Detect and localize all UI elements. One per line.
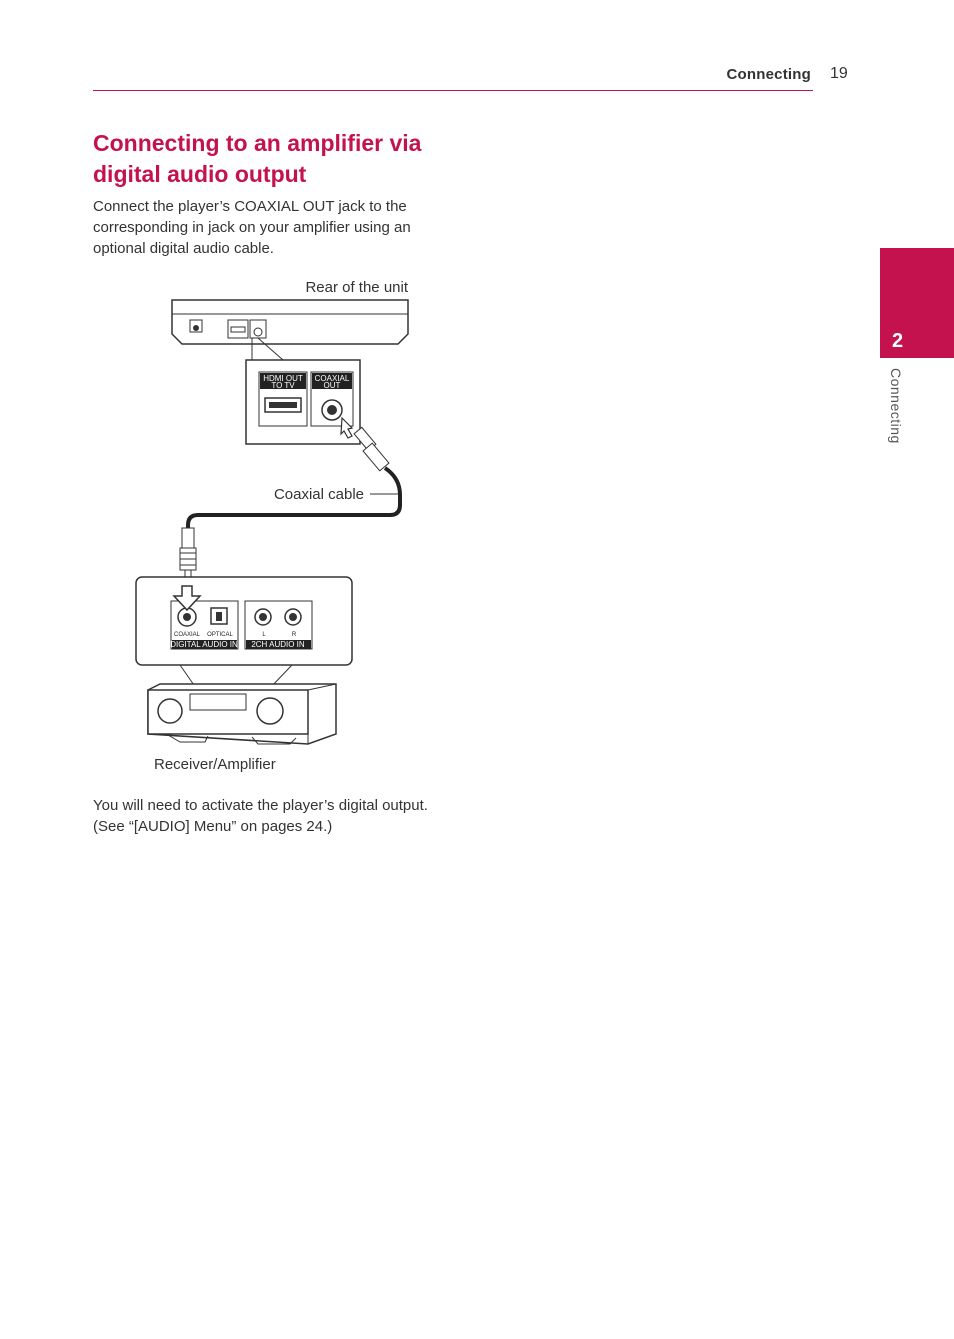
left-channel-label: L bbox=[262, 632, 266, 638]
receiver-amplifier-label: Receiver/Amplifier bbox=[154, 756, 276, 773]
player-rear bbox=[172, 300, 408, 344]
hdmi-tag-line1: HDMI OUT bbox=[263, 374, 303, 383]
header-section-title: Connecting bbox=[726, 66, 811, 83]
chapter-number: 2 bbox=[892, 330, 904, 352]
coax-tag-line2: OUT bbox=[323, 381, 341, 390]
note-line1: You will need to activate the player’s digital output. bbox=[93, 797, 428, 814]
chapter-label: Connecting bbox=[888, 368, 904, 444]
rear-of-unit-label: Rear of the unit bbox=[305, 279, 408, 296]
coax-tag-line1: COAXIAL bbox=[314, 374, 350, 383]
section-title-line2: digital audio output bbox=[93, 161, 307, 187]
receiver-jack-zoom bbox=[136, 577, 352, 665]
right-channel-label: R bbox=[291, 632, 297, 638]
section-title-line1: Connecting to an amplifier via bbox=[93, 130, 422, 156]
note-line2: (See “[AUDIO] Menu” on pages 24.) bbox=[93, 818, 333, 835]
optical-small-label: OPTICAL bbox=[207, 632, 233, 638]
note-paragraph bbox=[93, 795, 493, 837]
coaxial-cable bbox=[180, 427, 400, 584]
coaxial-cable-label: Coaxial cable bbox=[273, 486, 364, 503]
page-number: 19 bbox=[830, 65, 848, 82]
audio-in-tag: 2CH AUDIO IN bbox=[251, 640, 305, 649]
coaxial-small-label: COAXIAL bbox=[173, 632, 201, 638]
receiver-amplifier bbox=[148, 684, 336, 744]
digital-audio-in-tag: DIGITAL AUDIO IN bbox=[170, 640, 238, 649]
intro-paragraph: Connect the player’s COAXIAL OUT jack to the corresponding in jack on your amplifier using an optional digital audio cable. bbox=[93, 198, 411, 257]
hdmi-tag-line2: TO TV bbox=[271, 381, 295, 390]
